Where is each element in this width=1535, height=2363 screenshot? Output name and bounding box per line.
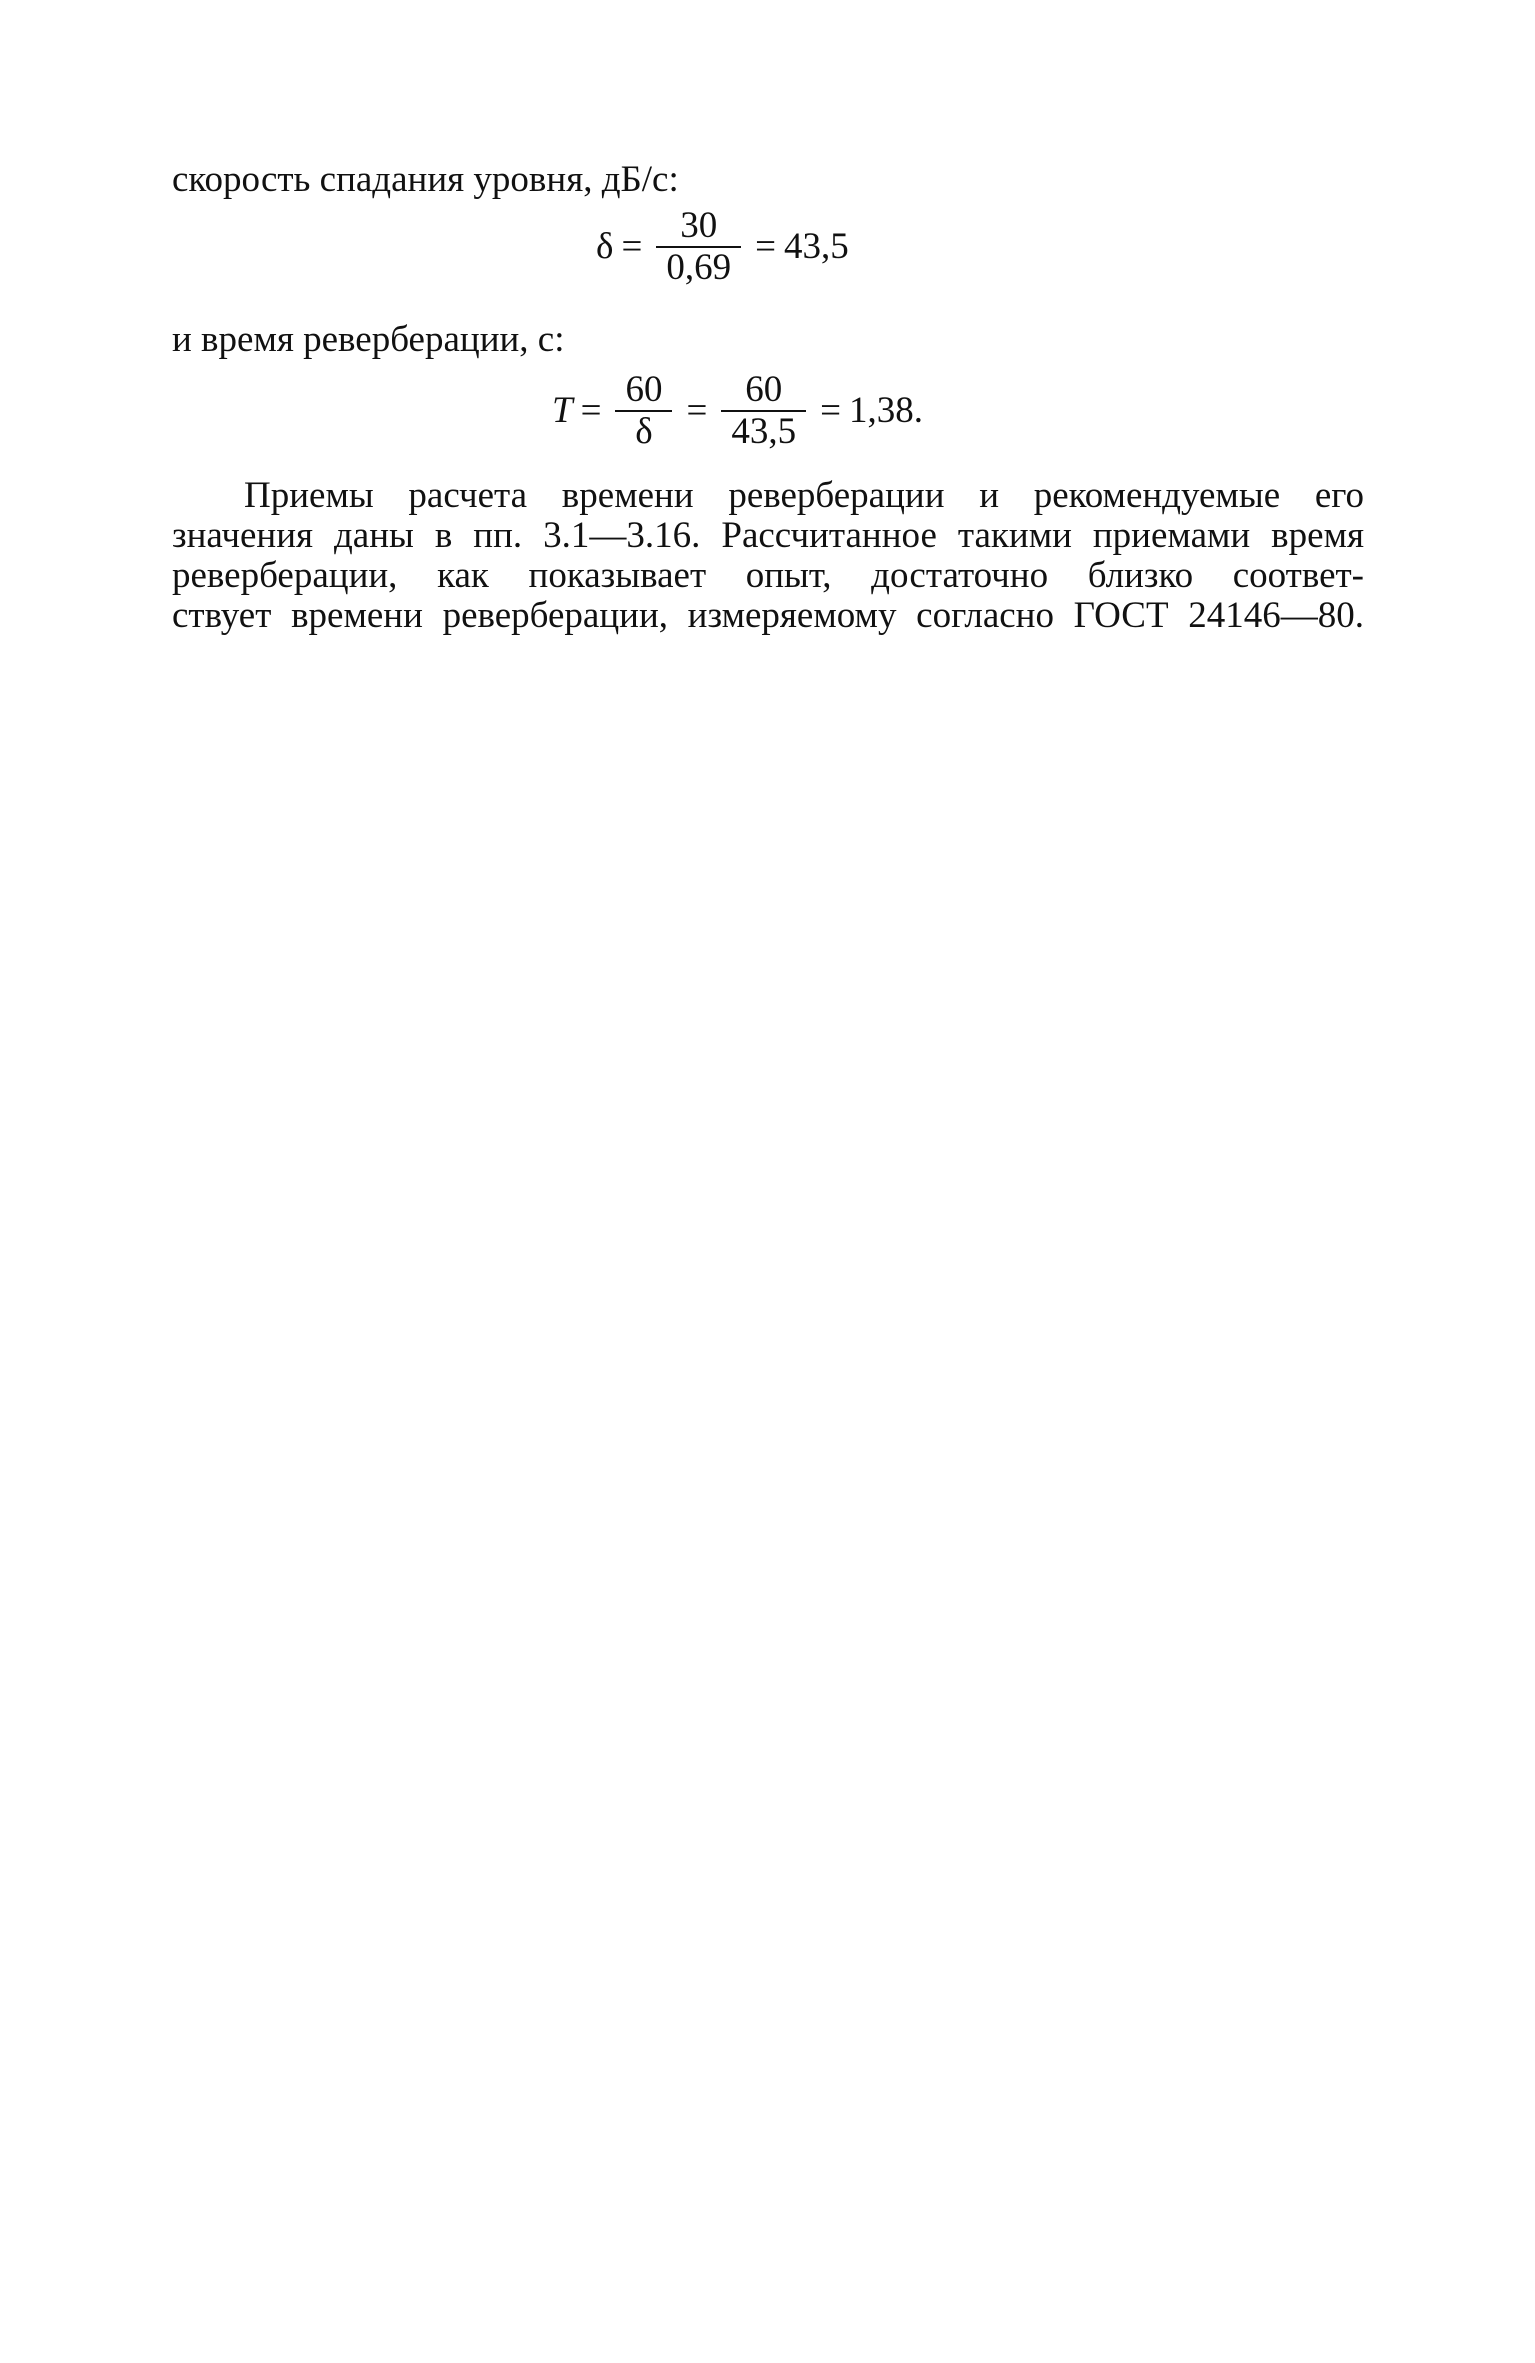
fraction-numerator: 30 <box>680 205 718 246</box>
text-line-reverb-time: и время реверберации, с: <box>172 319 565 360</box>
body-paragraph <box>172 476 1364 636</box>
equals-sign: = <box>580 390 602 431</box>
fraction-numerator: 60 <box>745 369 783 410</box>
equation-decay-rate <box>596 206 849 288</box>
equals-sign: = <box>686 390 708 431</box>
equation-result: 1,38. <box>848 390 923 431</box>
paragraph-line: Приемы расчета времени реверберации и рекомендуемые его <box>244 475 1364 516</box>
symbol-T: T <box>552 390 573 431</box>
equals-sign: = <box>755 226 776 267</box>
paragraph-line: реверберации, как показывает опыт, достаточно близко соответ- <box>172 555 1364 596</box>
fraction <box>721 370 806 452</box>
fraction-denominator: 0,69 <box>666 247 732 288</box>
fraction <box>656 206 741 288</box>
text-line-decay-rate: скорость спадания уровня, дБ/с: <box>172 159 679 200</box>
fraction-numerator: 60 <box>625 369 663 410</box>
paragraph-line: значения даны в пп. 3.1—3.16. Рассчитанное такими приемами время <box>172 515 1364 556</box>
paragraph-line: ствует времени реверберации, измеряемому согласно ГОСТ 24146—80. <box>172 595 1364 636</box>
symbol-delta: δ <box>596 226 614 267</box>
fraction-denominator: 43,5 <box>731 411 797 452</box>
equation-result: 43,5 <box>783 226 849 267</box>
fraction-denominator: δ <box>635 411 653 452</box>
equals-sign: = <box>621 226 643 267</box>
fraction <box>615 370 672 452</box>
equation-reverb-time <box>552 370 923 452</box>
equals-sign: = <box>820 390 841 431</box>
